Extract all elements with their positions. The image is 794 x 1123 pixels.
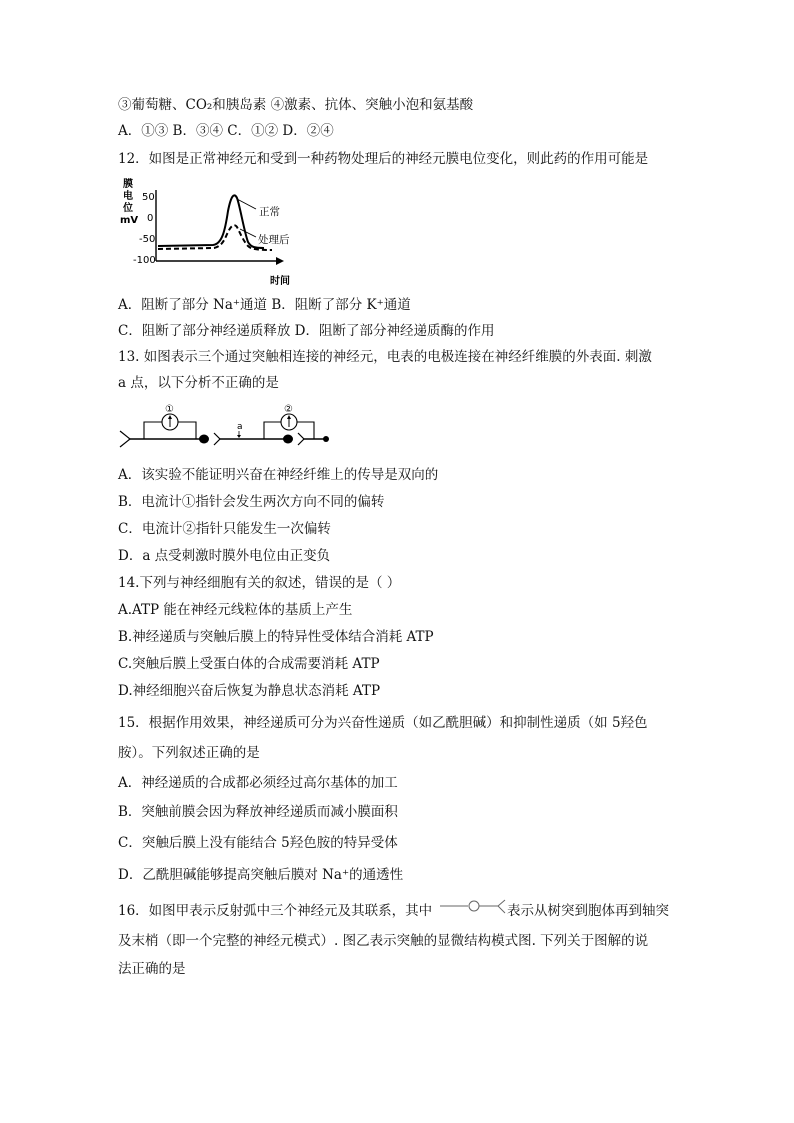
ytick-50: 50 — [142, 192, 155, 203]
synapse-knob-1 — [199, 435, 209, 444]
q13-option-d: D．a 点受刺激时膜外电位由正变负 — [118, 548, 331, 564]
q13-option-b: B．电流计①指针会发生两次方向不同的偏转 — [118, 494, 385, 510]
q14-option-d: D.神经细胞兴奋后恢复为静息状态消耗 ATP — [118, 683, 381, 699]
x-arrowhead — [276, 257, 284, 265]
ytick-minus50: -50 — [139, 234, 156, 245]
q13-option-a: A．该实验不能证明兴奋在神经纤维上的传导是双向的 — [118, 467, 439, 483]
ylabel-4: mV — [120, 215, 139, 226]
q15-stem-1: 15．根据作用效果，神经递质可分为兴奋性递质（如乙酰胆碱）和抑制性递质（如 5羟色 — [118, 715, 648, 731]
q14-option-a: A.ATP 能在神经元线粒体的基质上产生 — [118, 602, 353, 618]
meter-1-label: ① — [165, 404, 174, 415]
q12-stem: 12．如图是正常神经元和受到一种药物处理后的神经元膜电位变化，则此药的作用可能是 — [118, 151, 649, 167]
ylabel-1: 膜 — [123, 179, 133, 190]
q14-stem: 14.下列与神经细胞有关的叙述，错误的是（ ） — [118, 575, 401, 591]
q12-options-cd: C．阻断了部分神经递质释放 D．阻断了部分神经递质酶的作用 — [118, 323, 495, 339]
q13-option-c: C．电流计②指针只能发生一次偏转 — [118, 521, 331, 537]
label-normal: 正常 — [259, 206, 280, 218]
ytick-0: 0 — [147, 213, 154, 224]
membrane-potential-graph — [118, 176, 308, 291]
q11-options: A．①③ B．③④ C．①② D．②④ — [118, 123, 334, 139]
normal-curve — [158, 195, 264, 248]
neuron-synapse-diagram — [118, 403, 338, 455]
q15-option-a: A．神经递质的合成都必须经过高尔基体的加工 — [118, 775, 398, 791]
q14-option-c: C.突触后膜上受蛋白体的合成需要消耗 ATP — [118, 656, 380, 672]
ylabel-3: 位 — [123, 203, 133, 214]
q15-option-c: C．突触后膜上没有能结合 5羟色胺的特异受体 — [118, 835, 398, 851]
q14-option-b: B.神经递质与突触后膜上的特异性受体结合消耗 ATP — [118, 629, 434, 645]
label-treated: 处理后 — [258, 234, 290, 246]
q15-stem-2: 胺）。下列叙述正确的是 — [118, 745, 260, 761]
ytick-minus100: -100 — [133, 255, 156, 266]
q16-stem-2: 及末梢（即一个完整的神经元模式）. 图乙表示突触的显微结构模式图. 下列关于图解的说 — [118, 933, 649, 949]
q13-stem-1: 13. 如图表示三个通过突触相连接的神经元，电表的电极连接在神经纤维膜的外表面. 刺激 — [118, 349, 652, 365]
q15-option-d: D．乙酰胆碱能够提高突触后膜对 Na⁺的通透性 — [118, 867, 404, 883]
q16-stem-1b: 表示从树突到胞体再到轴突 — [507, 903, 669, 919]
ylabel-2: 电 — [123, 191, 133, 202]
neuron-model-icon — [440, 897, 508, 917]
q11-items: ③葡萄糖、CO₂和胰岛素 ④激素、抗体、突触小泡和氨基酸 — [118, 97, 474, 113]
fiber-end — [323, 436, 329, 442]
q12-options-ab: A．阻断了部分 Na⁺通道 B．阻断了部分 K⁺通道 — [118, 297, 411, 313]
synapse-knob-2 — [283, 435, 293, 444]
point-a-label: a — [237, 422, 243, 432]
xlabel: 时间 — [270, 276, 290, 287]
q13-stem-2: a 点，以下分析不正确的是 — [118, 375, 279, 391]
q15-option-b: B．突触前膜会因为释放神经递质而减小膜面积 — [118, 804, 398, 820]
meter-2-label: ② — [284, 404, 293, 415]
q16-stem-3: 法正确的是 — [118, 961, 186, 977]
q16-stem-1a: 16．如图甲表示反射弧中三个神经元及其联系，其中 — [118, 903, 433, 919]
